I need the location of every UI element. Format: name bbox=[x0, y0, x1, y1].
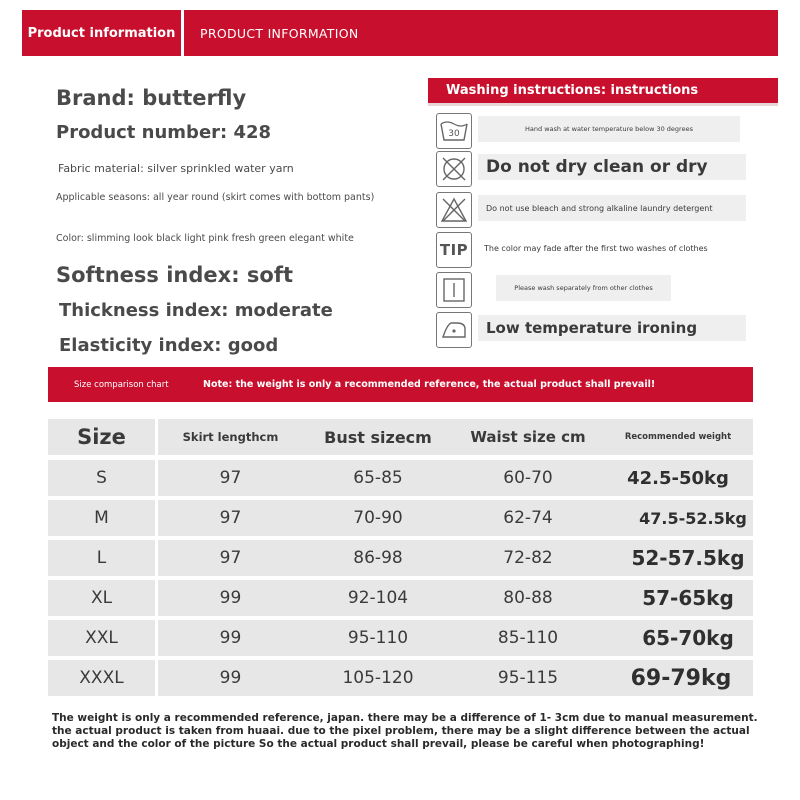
wash-item-text: Hand wash at water temperature below 30 degrees bbox=[478, 116, 740, 142]
size-comparison-bar bbox=[48, 367, 753, 402]
wash-item bbox=[436, 272, 746, 308]
wash-item bbox=[436, 192, 746, 228]
header-right-label: PRODUCT INFORMATION bbox=[200, 25, 359, 41]
bust-cell: 92-104 bbox=[347, 588, 409, 608]
table-header-row bbox=[48, 419, 753, 455]
wash-item-text: Do not dry clean or dry bbox=[478, 154, 746, 180]
low-iron-icon bbox=[436, 312, 472, 348]
no-bleach-icon bbox=[436, 192, 472, 228]
wash-item bbox=[436, 232, 746, 268]
bust-cell: 65-85 bbox=[353, 468, 403, 488]
wash-item bbox=[436, 151, 746, 187]
header-bust-size: Bust sizecm bbox=[324, 427, 432, 447]
thickness-text: Thickness index: moderate bbox=[59, 300, 333, 321]
no-dry-clean-icon bbox=[436, 151, 472, 187]
header-banner bbox=[22, 10, 778, 56]
bust-cell: 70-90 bbox=[353, 508, 403, 528]
wash-item bbox=[436, 113, 746, 149]
elasticity-text: Elasticity index: good bbox=[59, 335, 279, 356]
header-recommended-weight: Recommended weight bbox=[624, 432, 732, 442]
skirt-length-cell: 97 bbox=[219, 468, 242, 488]
tip-icon: TIP bbox=[436, 232, 472, 268]
footer-line: The weight is only a recommended reference, japan. there may be a difference of 1- 3cm due to manual measurement. bbox=[52, 712, 758, 724]
wash-item-text: Please wash separately from other clothes bbox=[496, 275, 671, 301]
table-row bbox=[48, 460, 753, 496]
table-row bbox=[48, 500, 753, 536]
softness-text: Softness index: soft bbox=[56, 263, 294, 287]
skirt-length-cell: 99 bbox=[219, 668, 242, 688]
bust-cell: 95-110 bbox=[347, 628, 409, 648]
header-left-label: Product information bbox=[22, 10, 184, 56]
color-text: Color: slimming look black light pink fresh green elegant white bbox=[56, 233, 354, 244]
header-skirt-length: Skirt lengthcm bbox=[182, 430, 279, 444]
wash-item-text: Do not use bleach and strong alkaline laundry detergent bbox=[478, 195, 746, 221]
size-chart-note: Note: the weight is only a recommended reference, the actual product shall prevail! bbox=[203, 379, 656, 390]
footer-disclaimer bbox=[52, 712, 762, 751]
svg-text:30: 30 bbox=[448, 129, 460, 139]
product-number-text: Product number: 428 bbox=[56, 122, 272, 143]
fabric-text: Fabric material: silver sprinkled water yarn bbox=[58, 162, 294, 175]
skirt-length-cell: 97 bbox=[219, 508, 242, 528]
weight-cell: 42.5-50kg bbox=[627, 467, 729, 489]
wash-item bbox=[436, 312, 746, 348]
table-row bbox=[48, 660, 753, 696]
size-cell: XXL bbox=[85, 628, 118, 648]
wash-separately-icon bbox=[436, 272, 472, 308]
bust-cell: 86-98 bbox=[353, 548, 403, 568]
skirt-length-cell: 99 bbox=[219, 628, 242, 648]
brand-text: Brand: butterfly bbox=[56, 86, 247, 110]
weight-cell: 52-57.5kg bbox=[631, 546, 745, 570]
bust-cell: 105-120 bbox=[342, 668, 414, 688]
wash-30-icon bbox=[436, 113, 472, 149]
size-cell: XL bbox=[90, 588, 113, 608]
footer-line: object and the color of the picture So the actual product shall prevail, please be careful when photographing! bbox=[52, 738, 705, 750]
waist-cell: 72-82 bbox=[503, 548, 553, 568]
size-cell: XXXL bbox=[79, 668, 124, 688]
waist-cell: 62-74 bbox=[503, 508, 553, 528]
table-row bbox=[48, 580, 753, 616]
footer-line: the actual product is taken from huaai. due to the pixel problem, there may be a slight difference between the actual bbox=[52, 725, 750, 737]
size-chart-label: Size comparison chart bbox=[74, 379, 169, 390]
skirt-length-cell: 99 bbox=[219, 588, 242, 608]
header-waist-size: Waist size cm bbox=[470, 428, 586, 446]
waist-cell: 60-70 bbox=[503, 468, 553, 488]
weight-cell: 69-79kg bbox=[630, 665, 732, 691]
waist-cell: 80-88 bbox=[503, 588, 553, 608]
wash-item-text: Low temperature ironing bbox=[478, 315, 746, 341]
header-size: Size bbox=[77, 425, 126, 449]
washing-title: Washing instructions: instructions bbox=[428, 78, 778, 106]
weight-cell: 47.5-52.5kg bbox=[639, 508, 747, 528]
skirt-length-cell: 97 bbox=[219, 548, 242, 568]
waist-cell: 85-110 bbox=[497, 628, 559, 648]
size-cell: S bbox=[96, 468, 107, 488]
table-row bbox=[48, 540, 753, 576]
weight-cell: 57-65kg bbox=[642, 586, 734, 610]
size-cell: M bbox=[94, 508, 109, 528]
size-cell: L bbox=[96, 548, 107, 568]
waist-cell: 95-115 bbox=[497, 668, 559, 688]
table-row bbox=[48, 620, 753, 656]
wash-item-text: The color may fade after the first two washes of clothes bbox=[478, 235, 758, 261]
seasons-text: Applicable seasons: all year round (skirt comes with bottom pants) bbox=[56, 192, 375, 203]
weight-cell: 65-70kg bbox=[642, 626, 734, 650]
